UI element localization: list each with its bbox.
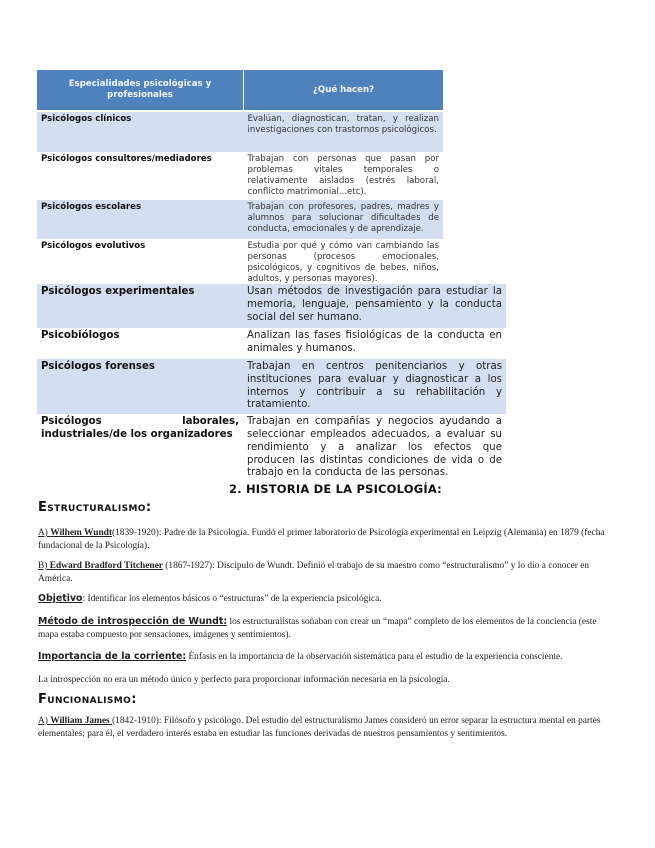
specialty-name: Psicólogos escolares [37, 200, 244, 239]
table-row [37, 284, 506, 328]
paragraph-text: (1839-1920): Padre de la Psicología. Fundó el primer laboratorio de Psicología experimental en Leipzig (Alemania) en 1879 (fecha fundacional de la Psicología). [38, 528, 605, 551]
header-specialties: Especialidades psicológicas y profesionales [37, 70, 244, 111]
list-marker: A) [38, 528, 51, 538]
specialty-description: Usan métodos de investigación para estudiar la memoria, lenguaje, pensamiento y la conducta social del ser humano. [243, 284, 506, 328]
specialty-name-part: laborales, [182, 416, 239, 428]
list-marker: B) [38, 561, 50, 571]
specialty-description: Trabajan con personas que pasan por problemas vitales temporales o relativamente aislados (estrés laboral, conflicto matrimonial...etc). [244, 152, 444, 200]
section-title: 2. HISTORIA DE LA PSICOLOGÍA: [229, 482, 442, 496]
header-what-they-do: ¿Qué hacen? [244, 70, 444, 111]
table-row [37, 359, 506, 414]
heading-funcionalismo: Funcionalismo: [38, 692, 137, 707]
table-row [37, 200, 443, 239]
paragraph-james [38, 715, 618, 740]
specialty-description: Analizan las fases fisiológicas de la conducta en animales y humanos. [243, 328, 506, 359]
paragraph-text: : Identificar los elementos básicos o “estructuras” de la experiencia psicológica. [82, 594, 382, 604]
paragraph-metodo [38, 616, 618, 641]
person-name: Edward Bradford Titchener [49, 561, 163, 571]
paragraph-introspeccion: La introspección no era un método único y perfecto para proporcionar información necesaria en la psicología. [38, 675, 450, 685]
person-name: William James [50, 716, 113, 726]
specialty-name: Psicólogos evolutivos [37, 239, 244, 287]
specialty-name: Psicobiólogos [37, 328, 243, 359]
heading-estructuralismo: Estructuralismo: [38, 500, 152, 515]
specialty-name: Psicólogos forenses [37, 359, 243, 414]
specialty-name-part: industriales/de los organizadores [41, 428, 233, 440]
paragraph-label: Objetivo [38, 593, 83, 604]
paragraph-label: Importancia de la corriente: [38, 651, 187, 662]
table-row [37, 328, 506, 359]
paragraph-text: (1867-1927): Discípulo de Wundt. Definió el trabajo de su maestro como “estructuralismo” y lo dio a conocer en América. [38, 561, 590, 584]
paragraph-label: Método de introspección de Wundt: [38, 616, 228, 627]
specialty-description: Trabajan en centros penitenciarios y otras instituciones para evaluar y diagnosticar a los internos y contribuir a su rehabilitación y tratamiento. [243, 359, 506, 414]
table-row [37, 414, 506, 482]
paragraph-text: Énfasis en la importancia de la observación sistemática para el estudio de la experiencia consciente. [186, 652, 563, 662]
paragraph-wundt [38, 527, 618, 552]
specialty-name [37, 414, 243, 482]
specialties-table-2 [37, 284, 506, 482]
specialties-table-1 [37, 70, 443, 287]
specialty-name: Psicólogos experimentales [37, 284, 243, 328]
table-row [37, 111, 443, 152]
specialty-name: Psicólogos clínicos [37, 111, 244, 152]
specialty-name: Psicólogos consultores/mediadores [37, 152, 244, 200]
table-row [37, 152, 443, 200]
paragraph-titchener [38, 560, 618, 585]
list-marker: A) [38, 716, 51, 726]
paragraph-text: los estructuralistas soñaban con crear un “mapa” completo de los elementos de la conciencia (este mapa estaba compuesto por sensaciones, imágenes y sentimientos). [38, 617, 597, 640]
specialty-description: Trabajan en compañías y negocios ayudando a seleccionar empleados adecuados, a evaluar su rendimiento y a analizar los efectos que producen las distintas condiciones de vida o de trabajo en la conducta de las personas. [243, 414, 506, 482]
specialty-description: Evalúan, diagnostican, tratan, y realizan investigaciones con trastornos psicológicos. [244, 111, 444, 152]
paragraph-importancia [38, 651, 618, 664]
table-row [37, 239, 443, 287]
specialty-description: Estudia por qué y cómo van cambiando las personas (procesos emocionales, psicológicos, y cognitivos de bebes, niños, adultos, y personas mayores). [244, 239, 444, 287]
person-name: Wilhem Wundt [50, 528, 112, 538]
specialty-description: Trabajan con profesores, padres, madres y alumnos para solucionar dificultades de conducta, emocionales y de aprendizaje. [244, 200, 444, 239]
paragraph-text: (1842-1910): Filósofo y psicólogo. Del estudio del estructuralismo James consideró un error separar la estructura mental en partes elementales; para él, el verdadero interés estaba en estudiar las funciones derivadas de nuestros pensamientos y sentimientos. [38, 716, 601, 739]
specialty-name-part: Psicólogos [41, 416, 102, 428]
paragraph-objetivo [38, 593, 618, 606]
